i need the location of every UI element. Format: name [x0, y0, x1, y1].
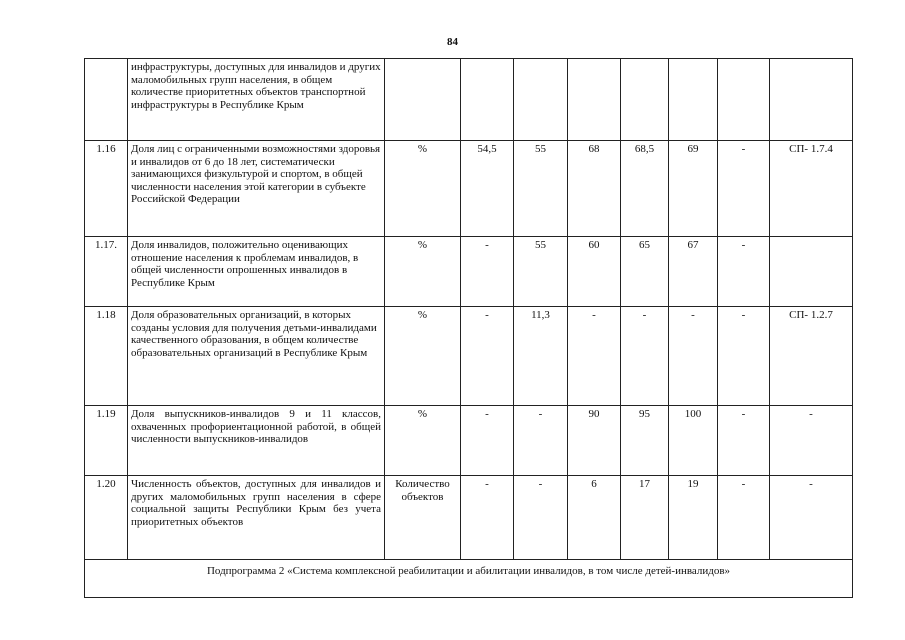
value-cell: 69 — [669, 141, 718, 237]
reference-cell: СП- 1.2.7 — [770, 307, 853, 406]
value-cell: 95 — [621, 406, 669, 476]
value-cell: - — [514, 476, 568, 560]
row-number — [85, 59, 128, 141]
indicator-name: Доля инвалидов, положительно оценивающих отношение населения к проблемам инвалидов, в общей численности опрошенных инвалидов в Республике Крым — [128, 237, 385, 307]
unit-cell: % — [385, 237, 461, 307]
row-number: 1.17. — [85, 237, 128, 307]
unit-cell: % — [385, 141, 461, 237]
value-cell: 65 — [621, 237, 669, 307]
value-cell — [621, 59, 669, 141]
value-cell — [669, 59, 718, 141]
reference-cell: - — [770, 476, 853, 560]
value-cell: 68 — [568, 141, 621, 237]
indicator-name: Доля лиц с ограниченными возможностями здоровья и инвалидов от 6 до 18 лет, систематически занимающихся физкультурой и спортом, в общей численности населения этой категории в субъекте Российской Федерации — [128, 141, 385, 237]
value-cell: - — [718, 307, 770, 406]
table-row — [85, 237, 853, 307]
table-row — [85, 476, 853, 560]
indicator-name: Численность объектов, доступных для инвалидов и других маломобильных групп населения в сфере социальной защиты Республики Крым без учета приоритетных объектов — [128, 476, 385, 560]
unit-cell: % — [385, 406, 461, 476]
indicator-name: Доля выпускников-инвалидов 9 и 11 классов, охваченных профориентационной работой, в общей численности выпускников-инвалидов — [128, 406, 385, 476]
reference-cell: - — [770, 406, 853, 476]
unit-cell: % — [385, 307, 461, 406]
indicator-name: Доля образовательных организаций, в которых созданы условия для получения детьми-инвалидами качественного образования, в общем количестве образовательных организаций в Республике Крым — [128, 307, 385, 406]
table-row — [85, 59, 853, 141]
value-cell — [514, 59, 568, 141]
value-cell: 68,5 — [621, 141, 669, 237]
value-cell: 55 — [514, 141, 568, 237]
table-row — [85, 406, 853, 476]
value-cell: 60 — [568, 237, 621, 307]
table-row — [85, 141, 853, 237]
value-cell: 54,5 — [461, 141, 514, 237]
value-cell: - — [621, 307, 669, 406]
value-cell: 11,3 — [514, 307, 568, 406]
value-cell: 17 — [621, 476, 669, 560]
value-cell: - — [718, 141, 770, 237]
value-cell: - — [461, 237, 514, 307]
value-cell: - — [669, 307, 718, 406]
value-cell: 55 — [514, 237, 568, 307]
value-cell: 6 — [568, 476, 621, 560]
value-cell — [461, 59, 514, 141]
value-cell: 90 — [568, 406, 621, 476]
row-number: 1.18 — [85, 307, 128, 406]
subprogram-row — [85, 560, 853, 598]
unit-cell — [385, 59, 461, 141]
row-number: 1.19 — [85, 406, 128, 476]
value-cell: - — [568, 307, 621, 406]
value-cell: - — [461, 307, 514, 406]
reference-cell — [770, 59, 853, 141]
page-number: 84 — [447, 36, 458, 48]
row-number: 1.20 — [85, 476, 128, 560]
indicators-table — [84, 58, 853, 598]
value-cell: - — [514, 406, 568, 476]
value-cell: 19 — [669, 476, 718, 560]
row-number: 1.16 — [85, 141, 128, 237]
reference-cell: СП- 1.7.4 — [770, 141, 853, 237]
table-row — [85, 307, 853, 406]
value-cell — [718, 59, 770, 141]
value-cell: - — [718, 237, 770, 307]
value-cell: 67 — [669, 237, 718, 307]
value-cell: 100 — [669, 406, 718, 476]
value-cell: - — [461, 476, 514, 560]
subprogram-title: Подпрограмма 2 «Система комплексной реабилитации и абилитации инвалидов, в том числе детей-инвалидов» — [85, 560, 853, 598]
reference-cell — [770, 237, 853, 307]
value-cell: - — [718, 476, 770, 560]
value-cell: - — [461, 406, 514, 476]
value-cell: - — [718, 406, 770, 476]
value-cell — [568, 59, 621, 141]
indicator-name: инфраструктуры, доступных для инвалидов и других маломобильных групп населения, в общем количестве приоритетных объектов транспортной инфраструктуры в Республике Крым — [128, 59, 385, 141]
unit-cell: Количество объектов — [385, 476, 461, 560]
